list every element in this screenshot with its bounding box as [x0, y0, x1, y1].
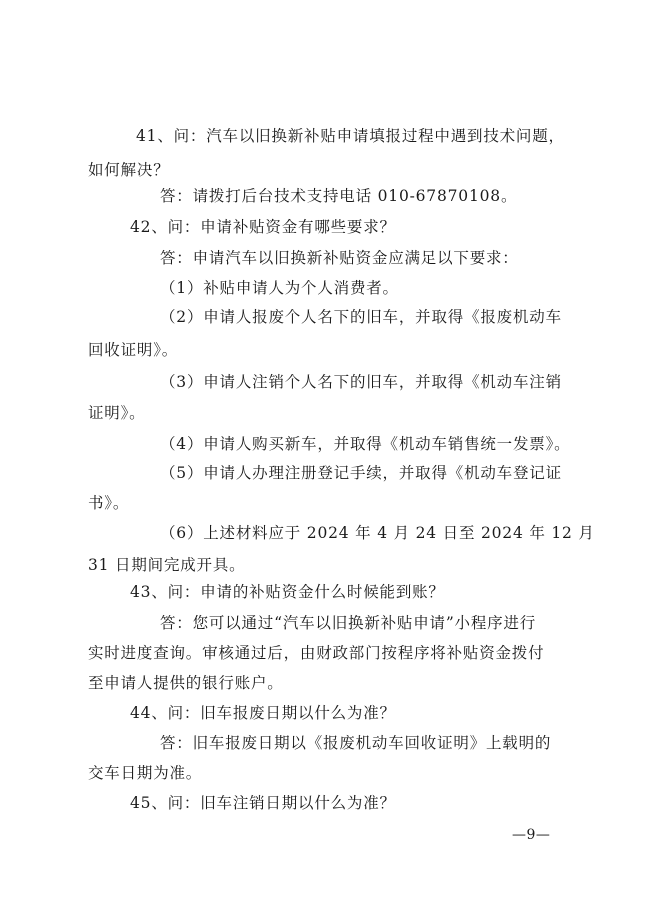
q43-answer-line-1: 答：您可以通过“汽车以旧换新补贴申请”小程序进行 [160, 614, 537, 632]
page-number: —9— [512, 827, 551, 843]
q42-item-1: （1）补贴申请人为个人消费者。 [160, 279, 399, 297]
q43-question: 43、问：申请的补贴资金什么时候能到账？ [130, 583, 445, 601]
q42-item-2-line-1: （2）申请人报废个人名下的旧车，并取得《报废机动车 [160, 308, 562, 326]
q42-item-5-line-2: 书》。 [88, 494, 130, 512]
q42-item-4: （4）申请人购买新车，并取得《机动车销售统一发票》。 [160, 435, 571, 453]
q43-answer-line-3: 至申请人提供的银行账户。 [88, 674, 284, 692]
q42-item-6-line-1: （6）上述材料应于 2024 年 4 月 24 日至 2024 年 12 月 [160, 524, 595, 542]
q44-answer-line-2: 交车日期为准。 [88, 764, 203, 782]
q42-item-2-line-2: 回收证明》。 [88, 341, 179, 359]
q42-item-6-line-2: 31 日期间完成开具。 [88, 556, 246, 574]
q42-item-3-line-1: （3）申请人注销个人名下的旧车，并取得《机动车注销 [160, 373, 562, 391]
q42-item-3-line-2: 证明》。 [88, 404, 146, 422]
q45-question: 45、问：旧车注销日期以什么为准？ [130, 794, 396, 812]
q41-question-line-1: 41、问：汽车以旧换新补贴申请填报过程中遇到技术问题， [136, 127, 565, 145]
q42-answer-intro: 答：申请汽车以旧换新补贴资金应满足以下要求： [160, 249, 519, 267]
q42-question: 42、问：申请补贴资金有哪些要求？ [130, 218, 396, 236]
q44-answer-line-1: 答：旧车报废日期以《报废机动车回收证明》上载明的 [160, 734, 552, 752]
q42-item-5-line-1: （5）申请人办理注册登记手续，并取得《机动车登记证 [160, 464, 562, 482]
q44-question: 44、问：旧车报废日期以什么为准？ [130, 704, 396, 722]
q41-answer: 答：请拨打后台技术支持电话 010-67870108。 [160, 187, 518, 205]
q43-answer-line-2: 实时进度查询。审核通过后，由财政部门按程序将补贴资金拨付 [88, 644, 545, 662]
q41-question-line-2: 如何解决？ [88, 161, 170, 179]
